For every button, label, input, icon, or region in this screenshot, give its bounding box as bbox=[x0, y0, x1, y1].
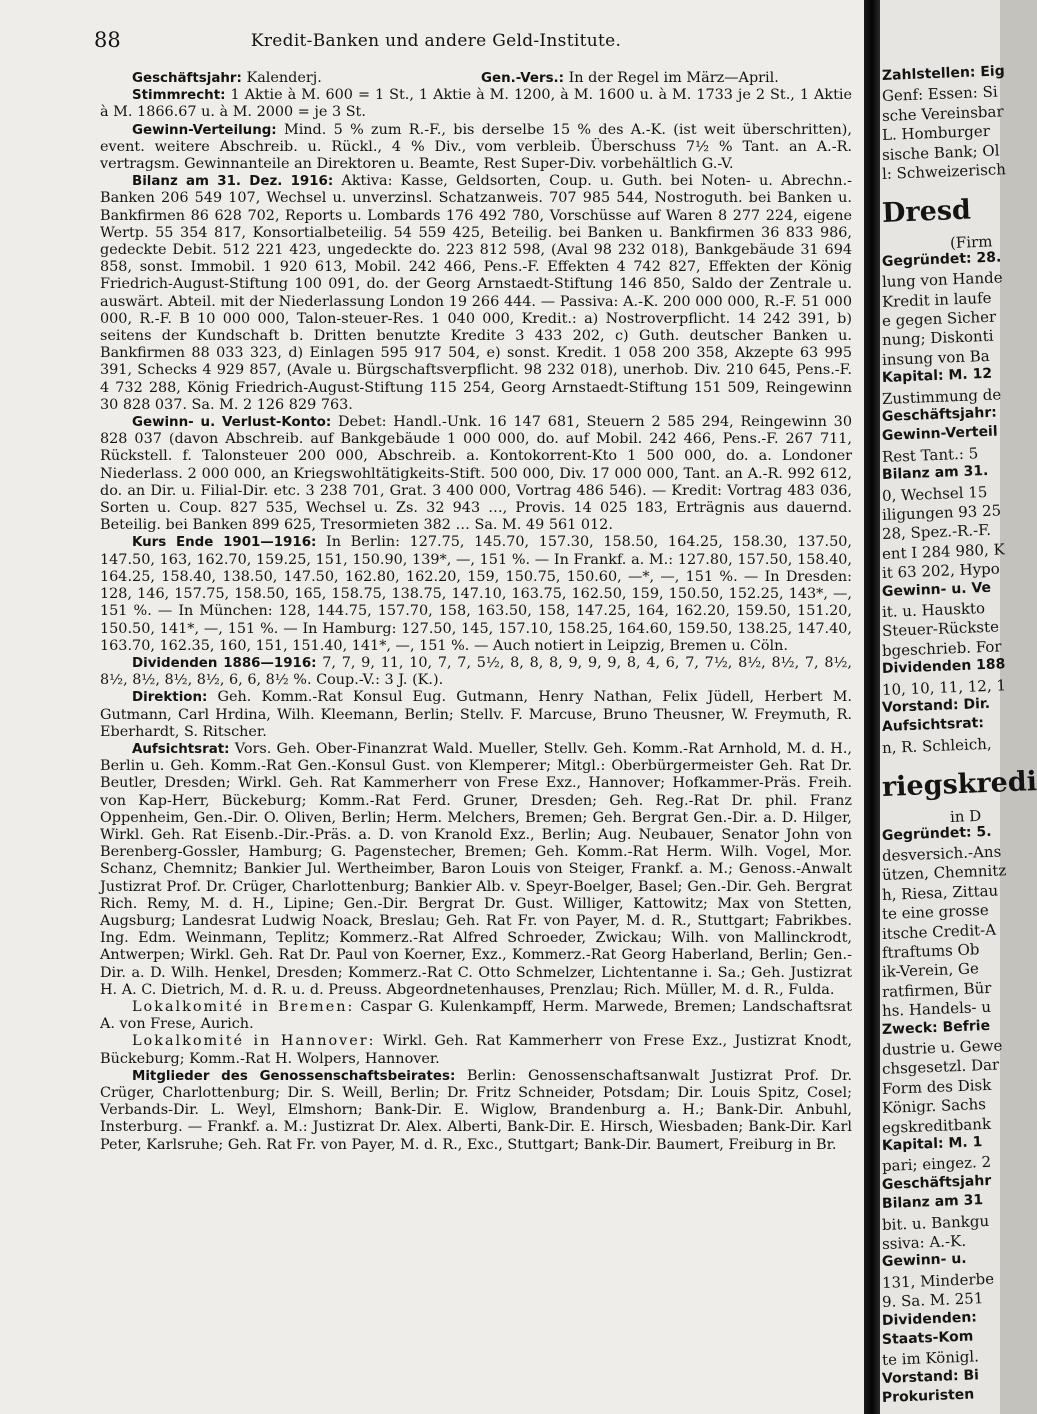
adjacent-page-line: ftraftums Ob bbox=[881, 940, 980, 962]
adjacent-page-line: l: Schweizerisch bbox=[881, 160, 1007, 183]
adjacent-page-line: Zahlstellen: Eig bbox=[881, 63, 1006, 84]
adjacent-page-line: Geschäftsjahr bbox=[881, 1172, 992, 1193]
adjacent-page-line: ützen, Chemnitz bbox=[881, 861, 1007, 885]
adjacent-page-line: hs. Handels- u bbox=[881, 998, 992, 1021]
kurs-label: Kurs Ende 1901—1916: bbox=[132, 535, 317, 551]
adjacent-page-line: it 63 202, Hypo bbox=[881, 559, 1001, 583]
aufsichtsrat-paragraph bbox=[100, 741, 852, 999]
bilanz-text: Aktiva: Kasse, Geldsorten, Coup. u. Guth. bei Noten- u. Abrechn.-Banken 206 549 107, Wechsel u. unverzinsl. Schatzanweis. 707 985 544, Nostroguth. bei Banken u. Bankfirmen 86 628 702, Reports u. Lombards 176 492 780, Vorschüsse auf Waren 8 277 224, eigene Wertp. 55 354 817, Konsortialbeteilig. 54 559 425, Beteilig. bei Banken u. Bankfirmen 36 833 986, gedeckte Debit. 512 221 423, ungedeckte do. 223 812 598, (Aval 98 232 018), Bankgebäude 31 694 858, sonst. Immobil. 1 920 613, Mobil. 242 466, Pens.-F. Effekten 4 742 827, Effekten der König Friedrich-August-Stiftung 100 091, do. der Georg Arnstaedt-Stiftung 146 850, Saldo der Zentrale u. auswärt. Abteil. mit der Niederlassung London 19 266 444. — Passiva: A.-K. 200 000 000, R.-F. 51 000 000, R.-F. B 10 000 000, Talon-steuer-Res. 1 040 000, Kredit.: a) Nostroverpflicht. 14 242 391, b) seitens der Kundschaft b. Dritten benutzte Kredite 3 433 202, c) Guth. deutscher Banken u. Bankfirmen 88 033 323, d) Einlagen 595 917 504, e) sonst. Kredit. 1 058 200 358, Akzepte 63 995 391, Schecks 4 929 857, (Avale u. Bürgschaftsverpflicht. 98 232 018), unerhob. Div. 210 645, Pens.-F. 4 732 288, König Friedrich-August-Stiftung 115 254, Georg Arnstaedt-Stiftung 151 509, Reingewinn 30 828 037. Sa. M. 2 126 829 763. bbox=[100, 173, 853, 413]
kurs-text: In Berlin: 127.75, 145.70, 157.30, 158.50, 164.25, 158.30, 137.50, 147.50, 163, 162.70, 159.25, 151, 150.90, 139*, —, 151 %. — In Frankf. a. M.: 127.80, 157.50, 158.40, 164.25, 158.40, 138.50, 147.50, 162.80, 162.20, 159, 150.75, 150.60, —*, —, 151 %. — In Dresden: 128, 146, 157.75, 158.50, 165, 158.75, 138.75, 147.10, 163.75, 162.50, 159, 150.50, 152.25, 143*, —, 151 %. — In München: 128, 144.75, 157.70, 158, 163.50, 158, 147.25, 164, 162.20, 159.50, 151.20, 150.50, 141*, —, 151 %. — In Hamburg: 127.50, 145, 157.10, 158.25, 164.60, 159.50, 138.25, 147.40, 163.70, 162.35, 160, 151, 151.40, 141*, —, 151 %. — Auch notiert in Leipzig, Bremen u. Cöln. bbox=[100, 534, 853, 654]
adjacent-page-line: sche Vereinsbar bbox=[881, 102, 1004, 125]
direktion-label: Direktion: bbox=[132, 690, 208, 706]
adjacent-page-line: ssiva: A.-K. bbox=[881, 1231, 967, 1253]
adjacent-page-line: Dividenden: bbox=[881, 1308, 978, 1329]
adjacent-page-line: 131, Minderbe bbox=[881, 1269, 995, 1292]
adjacent-page-line: Gewinn-Verteil bbox=[881, 423, 998, 445]
guv-text: Debet: Handl.-Unk. 16 147 681, Steuern 2 585 294, Reingewinn 30 828 037 (davon Abschreib. auf Bankgebäude 1 000 000, do. auf Mobil. 242 466, Pens.-F. 267 711, Rückstell. f. Talonsteuer 200 000, Abschreib. a. Kontokorrent-Kto 1 500 000, do. a. Londoner Niederlass. 2 000 000, an Kriegswohltätigkeits-Stift. 500 000, Div. 17 000 000, Tant. an A.-R. 992 612, do. an Dir. u. Filial-Dir. etc. 3 238 701, Grat. 3 400 000, Vortrag 486 546). — Kredit: Vortrag 483 036, Sorten u. Coup. 827 535, Wechsel u. Zs. 32 943 …, Provis. 14 025 183, Erträgnis aus dauernd. Beteilig. bei Banken 899 625, Tresormieten 382 … Sa. M. 49 561 012. bbox=[100, 414, 852, 534]
kurs-paragraph bbox=[100, 534, 852, 654]
lokalkomite-bremen-paragraph bbox=[100, 999, 852, 1033]
adjacent-page-line: Vorstand: Bi bbox=[881, 1367, 980, 1387]
adjacent-page-line: Gewinn- u. Ve bbox=[881, 579, 992, 600]
gewinn-label: Gewinn-Verteilung: bbox=[132, 122, 277, 138]
dividenden-paragraph bbox=[100, 655, 852, 689]
adjacent-page-line: Bilanz am 31 bbox=[881, 1192, 984, 1213]
adjacent-page-line: sische Bank; Ol bbox=[881, 141, 1000, 164]
adjacent-page-line: Kapital: M. 1 bbox=[881, 1134, 983, 1154]
book-gutter-shadow bbox=[864, 0, 880, 1414]
adjacent-page-line: Gegründet: 5. bbox=[881, 823, 992, 844]
mitglieder-label: Mitglieder des Genossenschaftsbeirates: bbox=[132, 1068, 456, 1084]
adjacent-page-line: Rest Tant.: 5 bbox=[881, 444, 979, 466]
adjacent-page-line: Form des Disk bbox=[881, 1075, 992, 1098]
adjacent-page-line: dustrie u. Gewe bbox=[881, 1036, 1003, 1059]
adjacent-page-line: ent I 284 980, K bbox=[881, 540, 1006, 563]
aufsichtsrat-text: Vors. Geh. Ober-Finanzrat Wald. Mueller, Stellv. Geh. Komm.-Rat Arnhold, M. d. H., Berlin u. Geh. Komm.-Rat Gen.-Konsul Gust. von Klemperer; Mitgl.: Oberbürgermeister Geh. Rat Dr. Beutler, Dresden; Wirkl. Geh. Rat Kammerherr von Frese Exz., Hannover; Hofkammer-Präs. Freih. von Kap-Herr, Bückeburg; Komm.-Rat Ferd. Gruner, Dresden; Geh. Reg.-Rat Dr. phil. Franz Oppenheim, Gen.-Dir. O. Oliven, Berlin; Herm. Melchers, Bremen; Geh. Bergrat Gen.-Dir. a. D. Hilger, Wirkl. Geh. Rat Eisenb.-Dir.-Präs. a. D. von Kranold Exz., Berlin; Aug. Neubauer, Senator John von Berenberg-Gossler, Hamburg; G. Pagenstecher, Bremen; Geh. Komm.-Rat Herm. Wilh. Vogel, Mor. Schanz, Chemnitz; Bankier Jul. Wertheimber, Baron Louis von Steiger, Frankf. a. M.; Genoss.-Anwalt Justizrat Prof. Dr. Crüger, Charlottenburg; Bankier Alb. v. Speyr-Boelger, Basel; Gen.-Dir. Geh. Bergrat Rich. Remy, M. d. H., Lipine; Gen.-Dir. Bergrat Dr. Gust. Williger, Kattowitz; Max von Stetten, Augsburg; Landesrat Ludwig Noack, Breslau; Geh. Rat Fr. von Payer, M. d. R., Stuttgart; Fabrikbes. Ing. Edm. Weinmann, Teplitz; Kommerz.-Rat Alfred Schroeder, Zwickau; Wilh. von Mallinckrodt, Antwerpen; Wirkl. Geh. Rat Dr. Paul von Koerner, Exz., Kommerz.-Rat Georg Haberland, Berlin; Gen.-Dir. a. D. Wilh. Henkel, Dresden; Kommerz.-Rat C. Otto Schmelzer, Lichtentanne i. Sa.; Geh. Justizrat H. A. C. Dietrich, M. d. R. u. d. Preuss. Abgeordnetenhauses, Prenzlau; Rich. Müller, M. d. R., Fulda. bbox=[100, 740, 853, 998]
page-number: 88 bbox=[94, 28, 121, 52]
adjacent-page-line: te eine grosse bbox=[881, 901, 990, 924]
guv-paragraph bbox=[100, 414, 852, 534]
gewinn-text: Mind. 5 % zum R.-F., bis derselbe 15 % des A.-K. (ist weit überschritten), event. weitere Abschreib. u. Rückl., 4 % Div., vom verbleib. Überschuss 7½ % Tant. an A.-R. vertragsm. Gewinnanteile an Direktoren u. Beamte, Rest Super-Div. vorbehältlich G.-V. bbox=[100, 121, 852, 173]
adjacent-page-line: riegskredi bbox=[881, 766, 1037, 804]
adjacent-page-line: h, Riesa, Zittau bbox=[881, 881, 999, 904]
adjacent-page-line: Prokuristen bbox=[881, 1386, 975, 1407]
page-header bbox=[0, 28, 872, 56]
bilanz-label: Bilanz am 31. Dez. 1916: bbox=[132, 174, 334, 190]
adjacent-page-line: nung; Diskonti bbox=[881, 327, 994, 350]
adjacent-page-line: itsche Credit-A bbox=[881, 920, 997, 943]
adjacent-page-line: n, R. Schleich, bbox=[881, 734, 992, 757]
adjacent-page-line: L. Homburger bbox=[881, 122, 991, 145]
adjacent-page-line: Staats-Kom bbox=[881, 1328, 974, 1348]
adjacent-page-line: Bilanz am 31. bbox=[881, 463, 989, 484]
adjacent-page-line: bgeschrieb. For bbox=[881, 637, 1002, 660]
running-head: Kredit-Banken und andere Geld-Institute. bbox=[250, 31, 622, 51]
genvers-text: In der Regel im März—April. bbox=[568, 70, 779, 86]
lokalkomite-bremen-text: Caspar G. Kulenkampff, Herm. Marwede, Bremen; Landschaftsrat A. von Frese, Aurich. bbox=[100, 998, 852, 1033]
adjacent-page-line: 0, Wechsel 15 bbox=[881, 482, 988, 505]
adjacent-page-line: Zweck: Befrie bbox=[881, 1017, 991, 1038]
adjacent-page-line: pari; eingez. 2 bbox=[881, 1153, 992, 1176]
aufsichtsrat-label: Aufsichtsrat: bbox=[132, 741, 230, 757]
adjacent-page-line: 9. Sa. M. 251 bbox=[881, 1289, 984, 1312]
adjacent-page-line: 28, Spez.-R.-F. bbox=[881, 521, 992, 544]
genvers-label: Gen.-Vers.: bbox=[481, 71, 565, 86]
adjacent-page-line: Kredit in laufe bbox=[881, 288, 992, 311]
adjacent-page-line: lung von Hande bbox=[881, 268, 1003, 292]
main-text bbox=[100, 70, 852, 1154]
adjacent-page-line: e gegen Sicher bbox=[881, 307, 997, 330]
adjacent-page-line: Kapital: M. 12 bbox=[881, 365, 993, 387]
geschaeftsjahr-text: Kalenderj. bbox=[246, 70, 322, 86]
mitglieder-paragraph bbox=[100, 1068, 852, 1154]
adjacent-page-line: egskreditbank bbox=[881, 1114, 992, 1137]
adjacent-page-line: Zustimmung de bbox=[881, 385, 1002, 408]
lokalkomite-hannover-paragraph bbox=[100, 1033, 852, 1067]
adjacent-page-line: Vorstand: Dir. bbox=[881, 695, 991, 716]
adjacent-page-line: 10, 10, 11, 12, 1 bbox=[881, 675, 1007, 699]
adjacent-page-line: in D bbox=[949, 806, 982, 827]
adjacent-page-line: Steuer-Rückste bbox=[881, 617, 1000, 641]
adjacent-page-line: Dividenden 188 bbox=[881, 656, 1006, 678]
adjacent-page-line: Aufsichtsrat: bbox=[881, 715, 985, 736]
stimmrecht-text: 1 Aktie à M. 600 = 1 St., 1 Aktie à M. 1200, à M. 1600 u. à M. 1733 je 2 St., 1 Aktie à M. 1866.67 u. à M. 2000 = je 3 St. bbox=[100, 87, 852, 121]
adjacent-page-line: bit. u. Bankgu bbox=[881, 1211, 990, 1234]
adjacent-page-line: Gewinn- u. bbox=[881, 1251, 967, 1271]
adjacent-page-line: Königr. Sachs bbox=[881, 1095, 987, 1118]
dividenden-label: Dividenden 1886—1916: bbox=[132, 655, 317, 671]
geschaeftsjahr-row bbox=[100, 70, 852, 87]
adjacent-page-line: (Firm bbox=[949, 232, 993, 253]
adjacent-page-line: Genf: Essen: Si bbox=[881, 82, 998, 106]
lokalkomite-hannover-text: Wirkl. Geh. Rat Kammerherr von Frese Exz., Justizrat Knodt, Bückeburg; Komm.-Rat H. Wolpers, Hannover. bbox=[100, 1033, 852, 1067]
bilanz-paragraph bbox=[100, 173, 852, 414]
adjacent-page-line: iligungen 93 25 bbox=[881, 501, 1002, 524]
adjacent-page-line: te im Königl. bbox=[881, 1347, 980, 1370]
stimmrecht-label: Stimmrecht: bbox=[132, 88, 226, 104]
dividenden-text: 7, 7, 9, 11, 10, 7, 7, 5½, 8, 8, 8, 9, 9, 9, 8, 4, 6, 7, 7½, 8½, 8½, 7, 8½, 8½, 8½, 8½, 8½, 6, 6, 8½ %. Coup.-V.: 3 J. (K.). bbox=[100, 654, 853, 689]
adjacent-page-line: chsgesetzl. Dar bbox=[881, 1055, 1000, 1079]
adjacent-page-line: ik-Verein, Ge bbox=[881, 959, 980, 982]
direktion-text: Geh. Komm.-Rat Konsul Eug. Gutmann, Henry Nathan, Felix Jüdell, Herbert M. Gutmann, Carl Hrdina, Wilh. Kleemann, Berlin; Stellv. F. Marcuse, Bruno Theusner, W. Freymuth, R. Eberhardt, S. Ritscher. bbox=[100, 689, 853, 740]
adjacent-page-line: Dresd bbox=[881, 194, 972, 230]
mitglieder-text: Berlin: Genossenschaftsanwalt Justizrat Prof. Dr. Crüger, Charlottenburg; Dir. S. Weill, Berlin; Dr. Fritz Schneider, Potsdam; Dir. Louis Spitz, Cosel; Verbands-Dir. L. Weyl, Elmshorn; Bank-Dir. E. Wiglow, Brandenburg a. H.; Bank-Dir. Anbuhl, Insterburg. — Frankf. a. M.: Justizrat Dr. Alex. Alberti, Bank-Dir. E. Hirsch, Wiesbaden; Bank-Dir. Karl Peter, Karlsruhe; Geh. Rat Fr. von Payer, M. d. R., Exc., Stuttgart; Bank-Dir. Baumert, Freiburg in Br. bbox=[100, 1067, 852, 1153]
direktion-paragraph bbox=[100, 689, 852, 741]
lokalkomite-hannover-label: Lokalkomité in Hannover: bbox=[132, 1033, 376, 1050]
geschaeftsjahr-label: Geschäftsjahr: bbox=[132, 71, 242, 86]
adjacent-page-line: Gegründet: 28. bbox=[881, 249, 1002, 270]
guv-label: Gewinn- u. Verlust-Konto: bbox=[132, 415, 332, 431]
lokalkomite-bremen-label: Lokalkomité in Bremen: bbox=[132, 998, 355, 1015]
stimmrecht-paragraph bbox=[100, 87, 852, 121]
adjacent-page-line: insung von Ba bbox=[881, 346, 991, 369]
adjacent-page-line: Geschäftsjahr: bbox=[881, 404, 998, 425]
adjacent-page-line: it. u. Hauskto bbox=[881, 599, 986, 621]
adjacent-page-line: ratfirmen, Bür bbox=[881, 978, 992, 1001]
gewinn-paragraph bbox=[100, 122, 852, 174]
adjacent-page-line: desversich.-Ans bbox=[881, 842, 1002, 865]
adjacent-page-fragment bbox=[880, 0, 1037, 1414]
